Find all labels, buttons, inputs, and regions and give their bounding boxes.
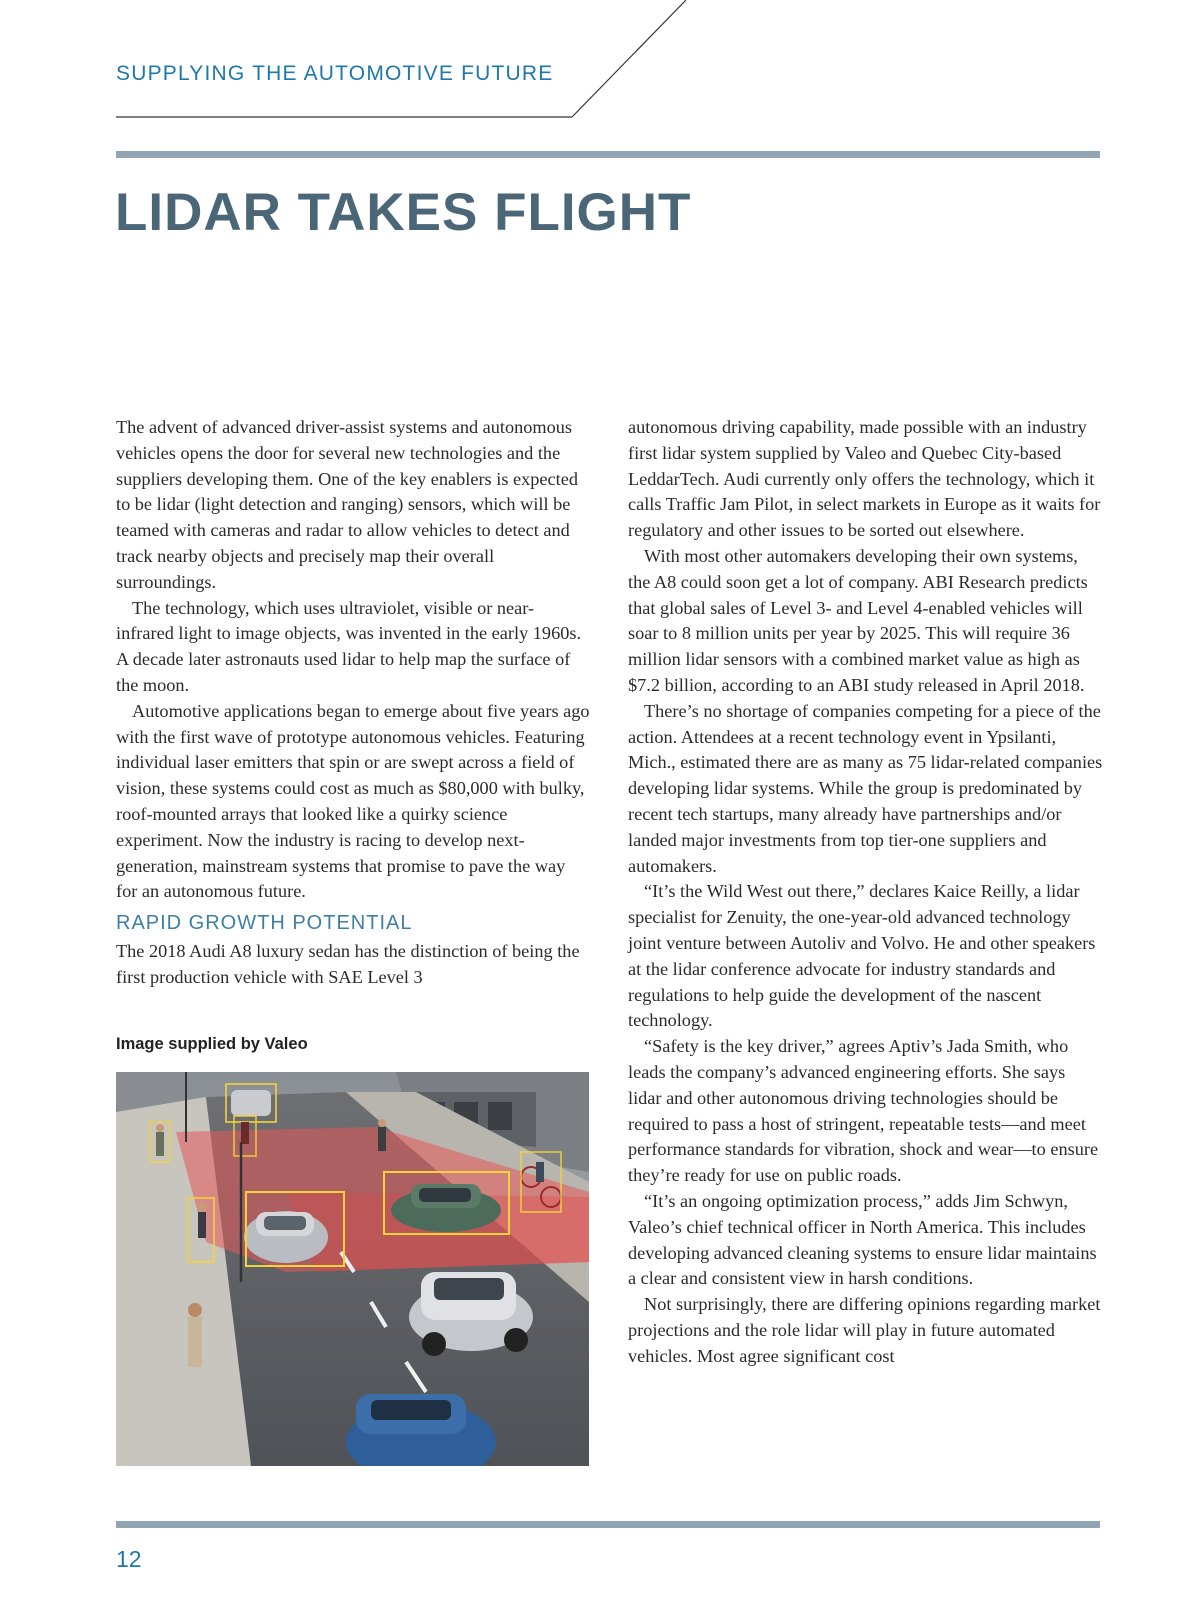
right-column — [628, 415, 1103, 1369]
paragraph: There’s no shortage of companies competing for a piece of the action. Attendees at a recent technology event in Ypsilanti, Mich., estimated there are as many as 75 lidar-related companies developing lidar systems. While the group is predominated by recent tech startups, many already have partnerships and/or landed major investments from top tier-one suppliers and automakers. — [628, 700, 1103, 876]
paragraph: The 2018 Audi A8 luxury sedan has the distinction of being the first production vehicle with SAE Level 3 — [116, 940, 580, 987]
subheading: RAPID GROWTH POTENTIAL — [116, 912, 413, 935]
paragraph: autonomous driving capability, made possible with an industry first lidar system supplied by Valeo and Quebec City-based LeddarTech. Audi currently only offers the technology, which it calls Traffic Jam Pilot, in select markets in Europe as it waits for regulatory and other issues to be sorted out elsewhere. — [628, 417, 1101, 541]
paragraph: “It’s the Wild West out there,” declares Kaice Reilly, a lidar specialist for Zenuity, the one-year-old advanced technology joint venture between Autoliv and Volvo. He and other speakers at the lidar conference advocate for industry standards and regulations to help guide the development of the nascent technology. — [628, 881, 1096, 1031]
lidar-street-image — [116, 1072, 589, 1466]
car-white-suv — [409, 1272, 533, 1356]
paragraph: The technology, which uses ultraviolet, visible or near-infrared light to image objects, was invented in the early 1960s. A decade later astronauts used lidar to help map the surface of the moon. — [116, 597, 582, 695]
image-credit: Image supplied by Valeo — [116, 1035, 308, 1053]
top-rule — [116, 151, 1100, 158]
article-title: LIDAR TAKES FLIGHT — [115, 183, 692, 242]
paragraph: Not surprisingly, there are differing opinions regarding market projections and the role lidar will play in future automated vehicles. Most agree significant cost — [628, 1294, 1101, 1366]
header-diagonal — [572, 0, 686, 117]
bottom-rule — [116, 1521, 1100, 1528]
section-header: SUPPLYING THE AUTOMOTIVE FUTURE — [116, 62, 554, 85]
paragraph: Automotive applications began to emerge about five years ago with the first wave of prototype autonomous vehicles. Featuring individual laser emitters that spin or are swept across a field of vision, these systems could cost as much as $80,000 with bulky, roof-mounted arrays that looked like a quirky science experiment. Now the industry is racing to develop next-generation, mainstream systems that promise to pave the way for an autonomous future. — [116, 700, 590, 902]
car-silver — [244, 1211, 328, 1263]
paragraph: “It’s an ongoing optimization process,” adds Jim Schwyn, Valeo’s chief technical officer in North America. This includes developing advanced cleaning systems to ensure lidar maintains a clear and consistent view in harsh conditions. — [628, 1190, 1097, 1289]
left-column — [116, 415, 591, 991]
paragraph: The advent of advanced driver-assist systems and autonomous vehicles opens the door for several new technologies and the suppliers developing them. One of the key enablers is expected to be lidar (light detection and ranging) sensors, which will be teamed with cameras and radar to allow vehicles to detect and track nearby objects and precisely map their overall surroundings. — [116, 417, 578, 592]
page-number: 12 — [116, 1546, 142, 1572]
lidar-street-illustration — [116, 1072, 589, 1466]
paragraph: “Safety is the key driver,” agrees Aptiv’s Jada Smith, who leads the company’s advanced engineering efforts. She says lidar and other autonomous driving technologies should be required to pass a host of stringent, repeatable tests—and meet performance standards for vibration, shock and wear—to ensure they’re ready for use on public roads. — [628, 1036, 1099, 1186]
paragraph: With most other automakers developing their own systems, the A8 could soon get a lot of company. ABI Research predicts that global sales of Level 3- and Level 4-enabled vehicles will soar to 8 million units per year by 2025. This will require 36 million lidar sensors with a combined market value as high as $7.2 billion, according to an ABI study released in April 2018. — [628, 545, 1088, 695]
